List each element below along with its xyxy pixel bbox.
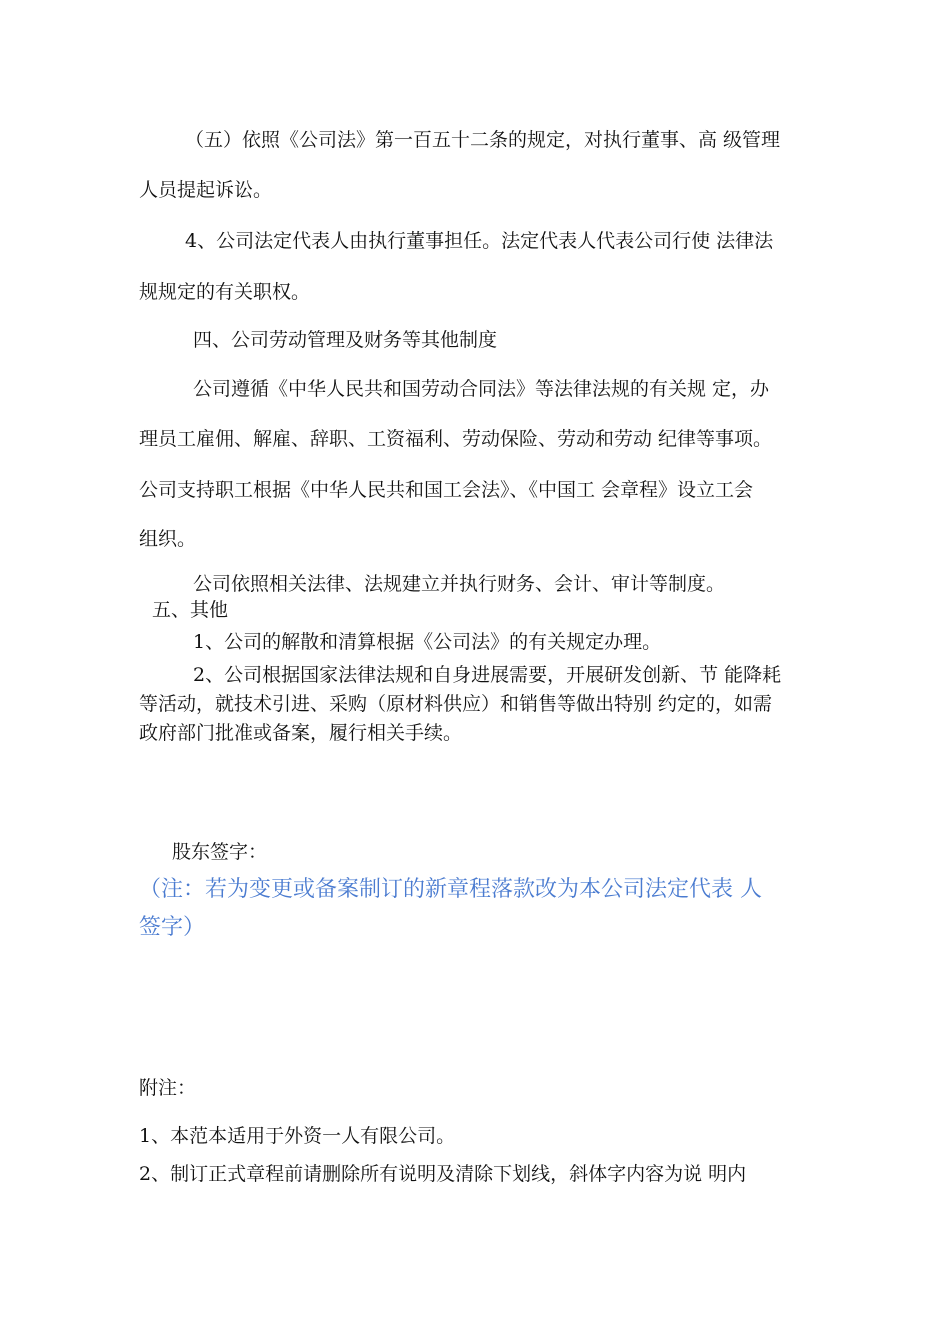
labor-paragraph-line3: 公司支持职工根据《中华人民共和国工会法》、《中国工 会章程》设立工会 bbox=[139, 479, 754, 501]
paragraph-five-line1: （五）依照《公司法》第一百五十二条的规定，对执行董事、高 级管理 bbox=[185, 129, 781, 151]
item-four-line2: 规规定的有关职权。 bbox=[139, 281, 311, 303]
appendix-item-2: 2、制订正式章程前请删除所有说明及清除下划线，斜体字内容为说 明内 bbox=[139, 1163, 747, 1185]
other-item-1: 1、公司的解散和清算根据《公司法》的有关规定办理。 bbox=[193, 631, 662, 653]
section-four-title: 四、公司劳动管理及财务等其他制度 bbox=[193, 329, 498, 351]
signature-note-line1: （注：若为变更或备案制订的新章程落款改为本公司法定代表 人 bbox=[139, 877, 762, 902]
finance-paragraph: 公司依照相关法律、法规建立并执行财务、会计、审计等制度。 bbox=[193, 573, 726, 595]
appendix-item-1: 1、本范本适用于外资一人有限公司。 bbox=[139, 1125, 456, 1147]
shareholder-signature-label: 股东签字： bbox=[172, 841, 268, 863]
appendix-title: 附注： bbox=[139, 1077, 197, 1099]
other-item-2-line2: 等活动，就技术引进、采购（原材料供应）和销售等做出特别 约定的，如需 bbox=[139, 693, 773, 715]
paragraph-five-line2: 人员提起诉讼。 bbox=[139, 179, 273, 201]
labor-paragraph-line1: 公司遵循《中华人民共和国劳动合同法》等法律法规的有关规 定，办 bbox=[193, 378, 770, 400]
labor-paragraph-line4: 组织。 bbox=[139, 528, 197, 550]
other-item-2-line3: 政府部门批准或备案，履行相关手续。 bbox=[139, 722, 463, 744]
labor-paragraph-line2: 理员工雇佣、解雇、辞职、工资福利、劳动保险、劳动和劳动 纪律等事项。 bbox=[139, 428, 773, 450]
section-five-title: 五、其他 bbox=[152, 599, 229, 621]
other-item-2-line1: 2、公司根据国家法律法规和自身进展需要，开展研发创新、节 能降耗 bbox=[193, 664, 782, 686]
signature-note-line2: 签字） bbox=[139, 915, 206, 940]
item-four-line1: 4、公司法定代表人由执行董事担任。法定代表人代表公司行使 法律法 bbox=[185, 230, 774, 252]
